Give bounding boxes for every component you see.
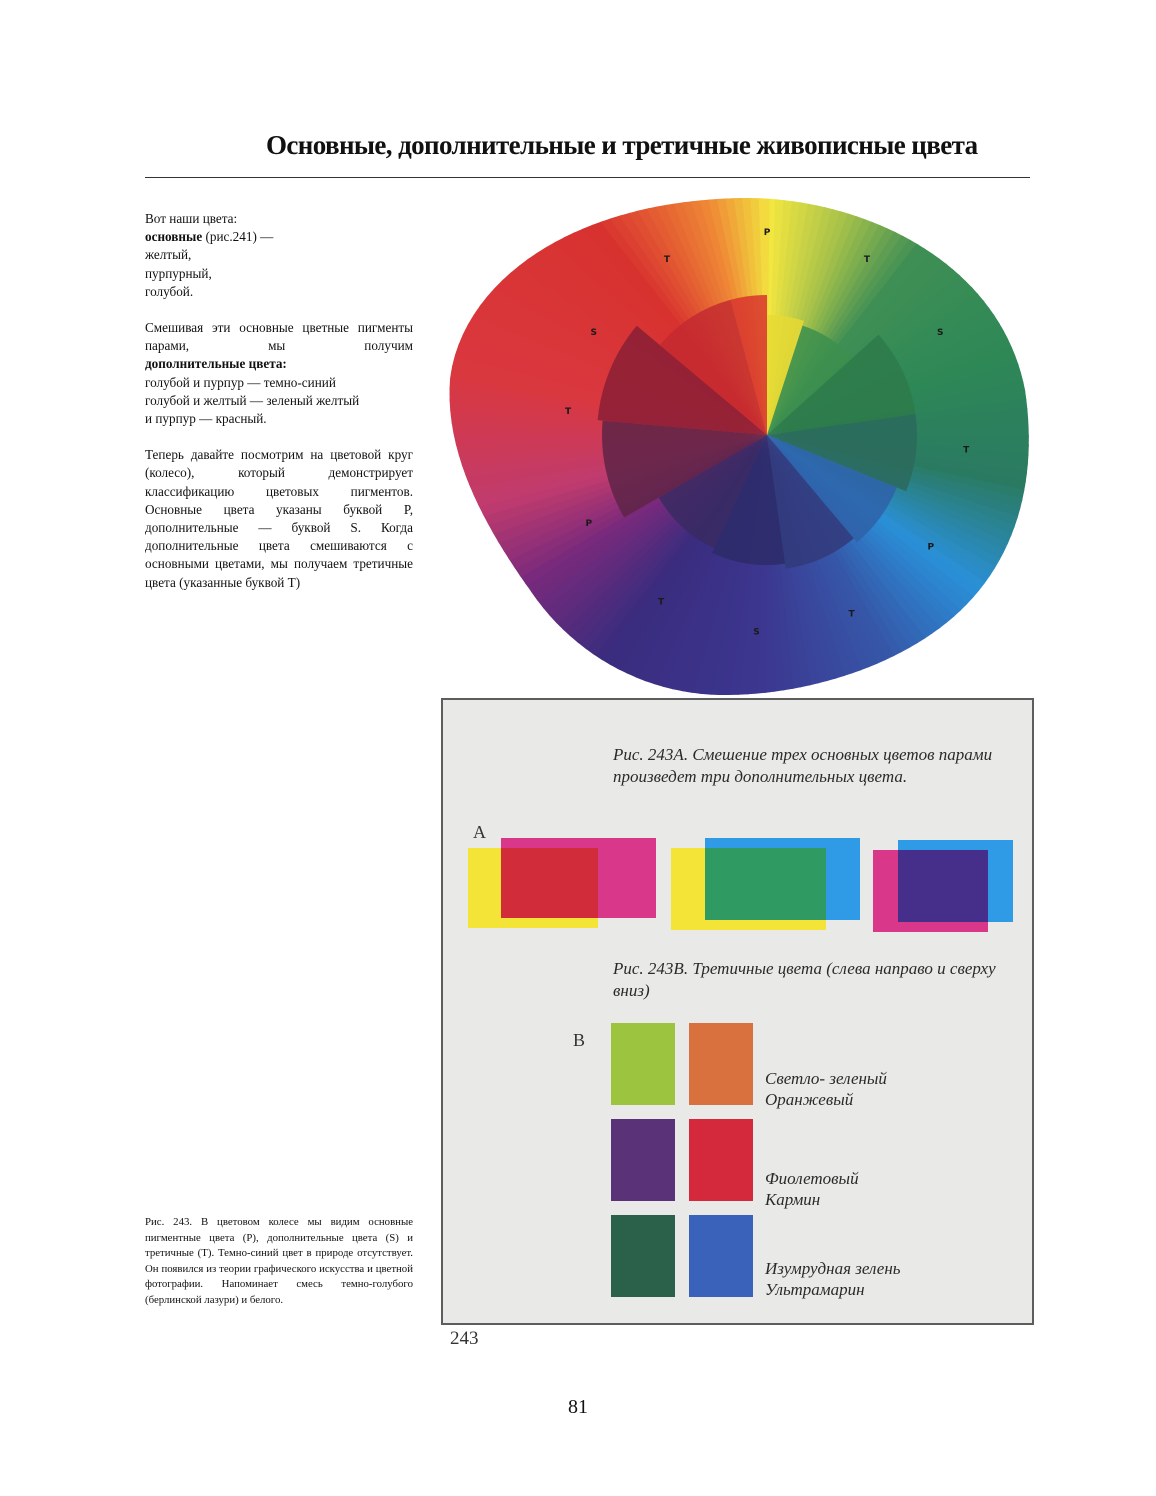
figure-panel-243 — [441, 698, 1034, 1325]
page-number: 81 — [568, 1396, 588, 1418]
wheel-label: T — [848, 609, 855, 620]
bold-term-secondary: дополнительные цвета: — [145, 356, 287, 372]
red-overlap — [501, 848, 598, 918]
violet-overlap — [898, 850, 988, 922]
wheel-label: T — [565, 407, 572, 418]
swatch-name: Изумрудная зелень — [765, 1259, 901, 1278]
wheel-label: T — [663, 254, 671, 265]
swatch-name: Светло- зеленый — [765, 1069, 887, 1088]
swatch-orange — [689, 1023, 753, 1105]
figure-number: 243 — [450, 1328, 479, 1349]
color-wheel — [440, 190, 1032, 700]
figure-ref: (рис.241) — — [202, 229, 274, 245]
names-row-3 — [765, 1258, 901, 1300]
paragraph-secondary — [145, 319, 413, 428]
swatch-emerald — [611, 1215, 675, 1297]
swatch-carmine — [689, 1119, 753, 1201]
mix-line: голубой и пурпур — темно-синий — [145, 374, 336, 390]
label-a: A — [473, 822, 486, 842]
swatch-name: Фиолетовый — [765, 1169, 859, 1188]
wheel-label: P — [927, 542, 935, 553]
intro-text — [145, 210, 413, 610]
mixing-text: Смешивая эти основные цветные пигменты парами, мы получим — [145, 320, 413, 354]
caption-243a: Рис. 243А. Смешение трех основных цветов парами произведет три дополнительных цвета. — [613, 745, 993, 786]
swatch-name: Оранжевый — [765, 1090, 854, 1109]
wheel-label: T — [863, 254, 871, 265]
wheel-label: T — [657, 597, 665, 608]
wheel-label: S — [590, 328, 598, 338]
figure-caption: Рис. 243. В цветовом колесе мы видим основные пигментные цвета (P), дополнительные цвета (S) и третичные (T). Темно-синий цвет в природе отсутствует. Он появился из теории графического искусства и цветной фотографии. Напоминает смесь темно-голубого (берлинской лазури) и белого. — [145, 1216, 413, 1306]
names-row-1 — [765, 1068, 887, 1110]
paragraph-primary — [145, 210, 413, 301]
color-yellow-text: желтый, — [145, 247, 192, 263]
green-overlap — [705, 848, 826, 920]
wheel-label: S — [753, 627, 760, 638]
caption-243b: Рис. 243В. Третичные цвета (слева направо и сверху вниз) — [613, 959, 996, 1000]
names-row-2 — [765, 1168, 859, 1210]
label-b: B — [573, 1030, 586, 1050]
wheel-label: P — [763, 228, 771, 238]
wheel-label: P — [585, 518, 593, 529]
wheel-label: T — [963, 445, 970, 456]
page-title: Основные, дополнительные и третичные живописные цвета — [266, 130, 978, 160]
color-cyan-text: голубой. — [145, 283, 194, 299]
intro-line: Вот наши цвета: — [145, 211, 238, 226]
wheel-label: S — [936, 328, 944, 338]
title-rule — [145, 177, 1030, 178]
swatch-light-green — [611, 1023, 675, 1105]
color-magenta-text: пурпурный, — [145, 265, 212, 281]
mix-line: голубой и желтый — зеленый желтый — [145, 392, 360, 408]
swatch-name: Кармин — [765, 1190, 821, 1209]
bold-term-primary: основные — [145, 229, 203, 245]
paragraph-wheel: Теперь давайте посмотрим на цветовой круг (колесо), который демонстрирует классификацию цветовых пигментов. Основные цвета указаны буквой P, дополнительные — буквой S. Когда дополнительные цвета смешиваются с основными цветами, мы получаем третичные цвета (указанные буквой T) — [145, 447, 413, 590]
swatch-ultramarine — [689, 1215, 753, 1297]
swatch-name: Ультрамарин — [765, 1280, 865, 1299]
swatch-violet — [611, 1119, 675, 1201]
mix-line: и пурпур — красный. — [145, 411, 267, 427]
